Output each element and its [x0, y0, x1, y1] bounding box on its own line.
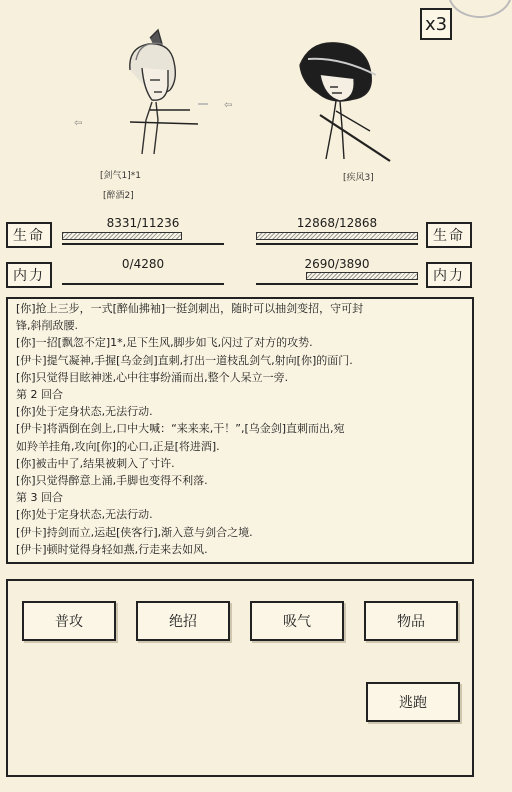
log-line: 如羚羊挂角,攻向[你]的心口,正是[将进酒]. [16, 439, 220, 453]
log-line: [你]被击中了,结果被刺入了寸许. [16, 456, 175, 470]
player-status-tag: [醉酒2] [103, 191, 134, 201]
items-button[interactable]: 物品 [364, 601, 458, 641]
player-mp-track [62, 283, 224, 285]
log-line: [伊卡]提气凝神,手握[乌金剑]直刺,打出一道枝乱剑气,射向[你]的面门. [16, 353, 353, 367]
player-mp-value: 0/4280 [121, 257, 165, 271]
enemy-mp-bar [306, 272, 418, 280]
log-line: 锋,斜削敌腰. [16, 319, 78, 333]
enemy-hp-track [256, 243, 418, 245]
action-panel [6, 579, 474, 777]
player-hp-label: 生命 [6, 222, 52, 248]
log-line: [伊卡]顿时觉得身轻如燕,行走来去如风. [16, 542, 208, 556]
player-hp-track [62, 243, 224, 245]
enemy-status-tag: [疾风3] [343, 173, 374, 183]
log-line: [伊卡]将酒倒在剑上,口中大喊：“来来来,干！”,[乌金剑]直刺而出,宛 [16, 422, 345, 436]
log-line: [你]处于定身状态,无法行动. [16, 508, 153, 522]
player-hp-value: 8331/11236 [106, 216, 180, 230]
enemy-hp-label: 生命 [426, 222, 472, 248]
battle-log-lines [16, 300, 466, 558]
svg-text:⇦: ⇦ [74, 118, 83, 129]
ultimate-button[interactable]: 绝招 [136, 601, 230, 641]
corner-decoration [448, 0, 512, 18]
svg-text:⇦: ⇦ [224, 100, 233, 111]
attack-button[interactable]: 普攻 [22, 601, 116, 641]
battle-log[interactable] [6, 297, 474, 564]
log-line: [你]一招[飘忽不定]1*,足下生风,脚步如飞,闪过了对方的攻势. [16, 336, 313, 350]
player-fighter [70, 30, 233, 170]
enemy-mp-track [256, 283, 418, 285]
enemy-fighter [280, 35, 410, 165]
enemy-hp-value: 12868/12868 [296, 216, 378, 230]
player-status-tag: [剑气1]*1 [100, 171, 141, 181]
log-line: [你]只觉得醉意上涌,手脚也变得不利落. [16, 473, 208, 487]
log-round-header: 第 3 回合 [16, 491, 63, 505]
enemy-hp-bar [256, 232, 418, 240]
battle-speed-button[interactable]: x3 [420, 8, 452, 40]
player-mp-label: 内力 [6, 262, 52, 288]
flee-button[interactable]: 逃跑 [366, 682, 460, 722]
log-line: [你]抢上三步，一式[醉仙拂袖]一挺剑刺出，随时可以抽剑变招，守可封 [16, 301, 364, 315]
player-hp-bar [62, 232, 182, 240]
log-line: [伊卡]持剑而立,运起[侠客行],渐入意与剑合之境. [16, 525, 253, 539]
log-line: [你]处于定身状态,无法行动. [16, 405, 153, 419]
log-line: [你]只觉得目眩神迷,心中往事纷涌而出,整个人呆立一旁. [16, 370, 289, 384]
log-round-header: 第 2 回合 [16, 387, 63, 401]
breathe-button[interactable]: 吸气 [250, 601, 344, 641]
enemy-mp-label: 内力 [426, 262, 472, 288]
enemy-mp-value: 2690/3890 [304, 257, 370, 271]
